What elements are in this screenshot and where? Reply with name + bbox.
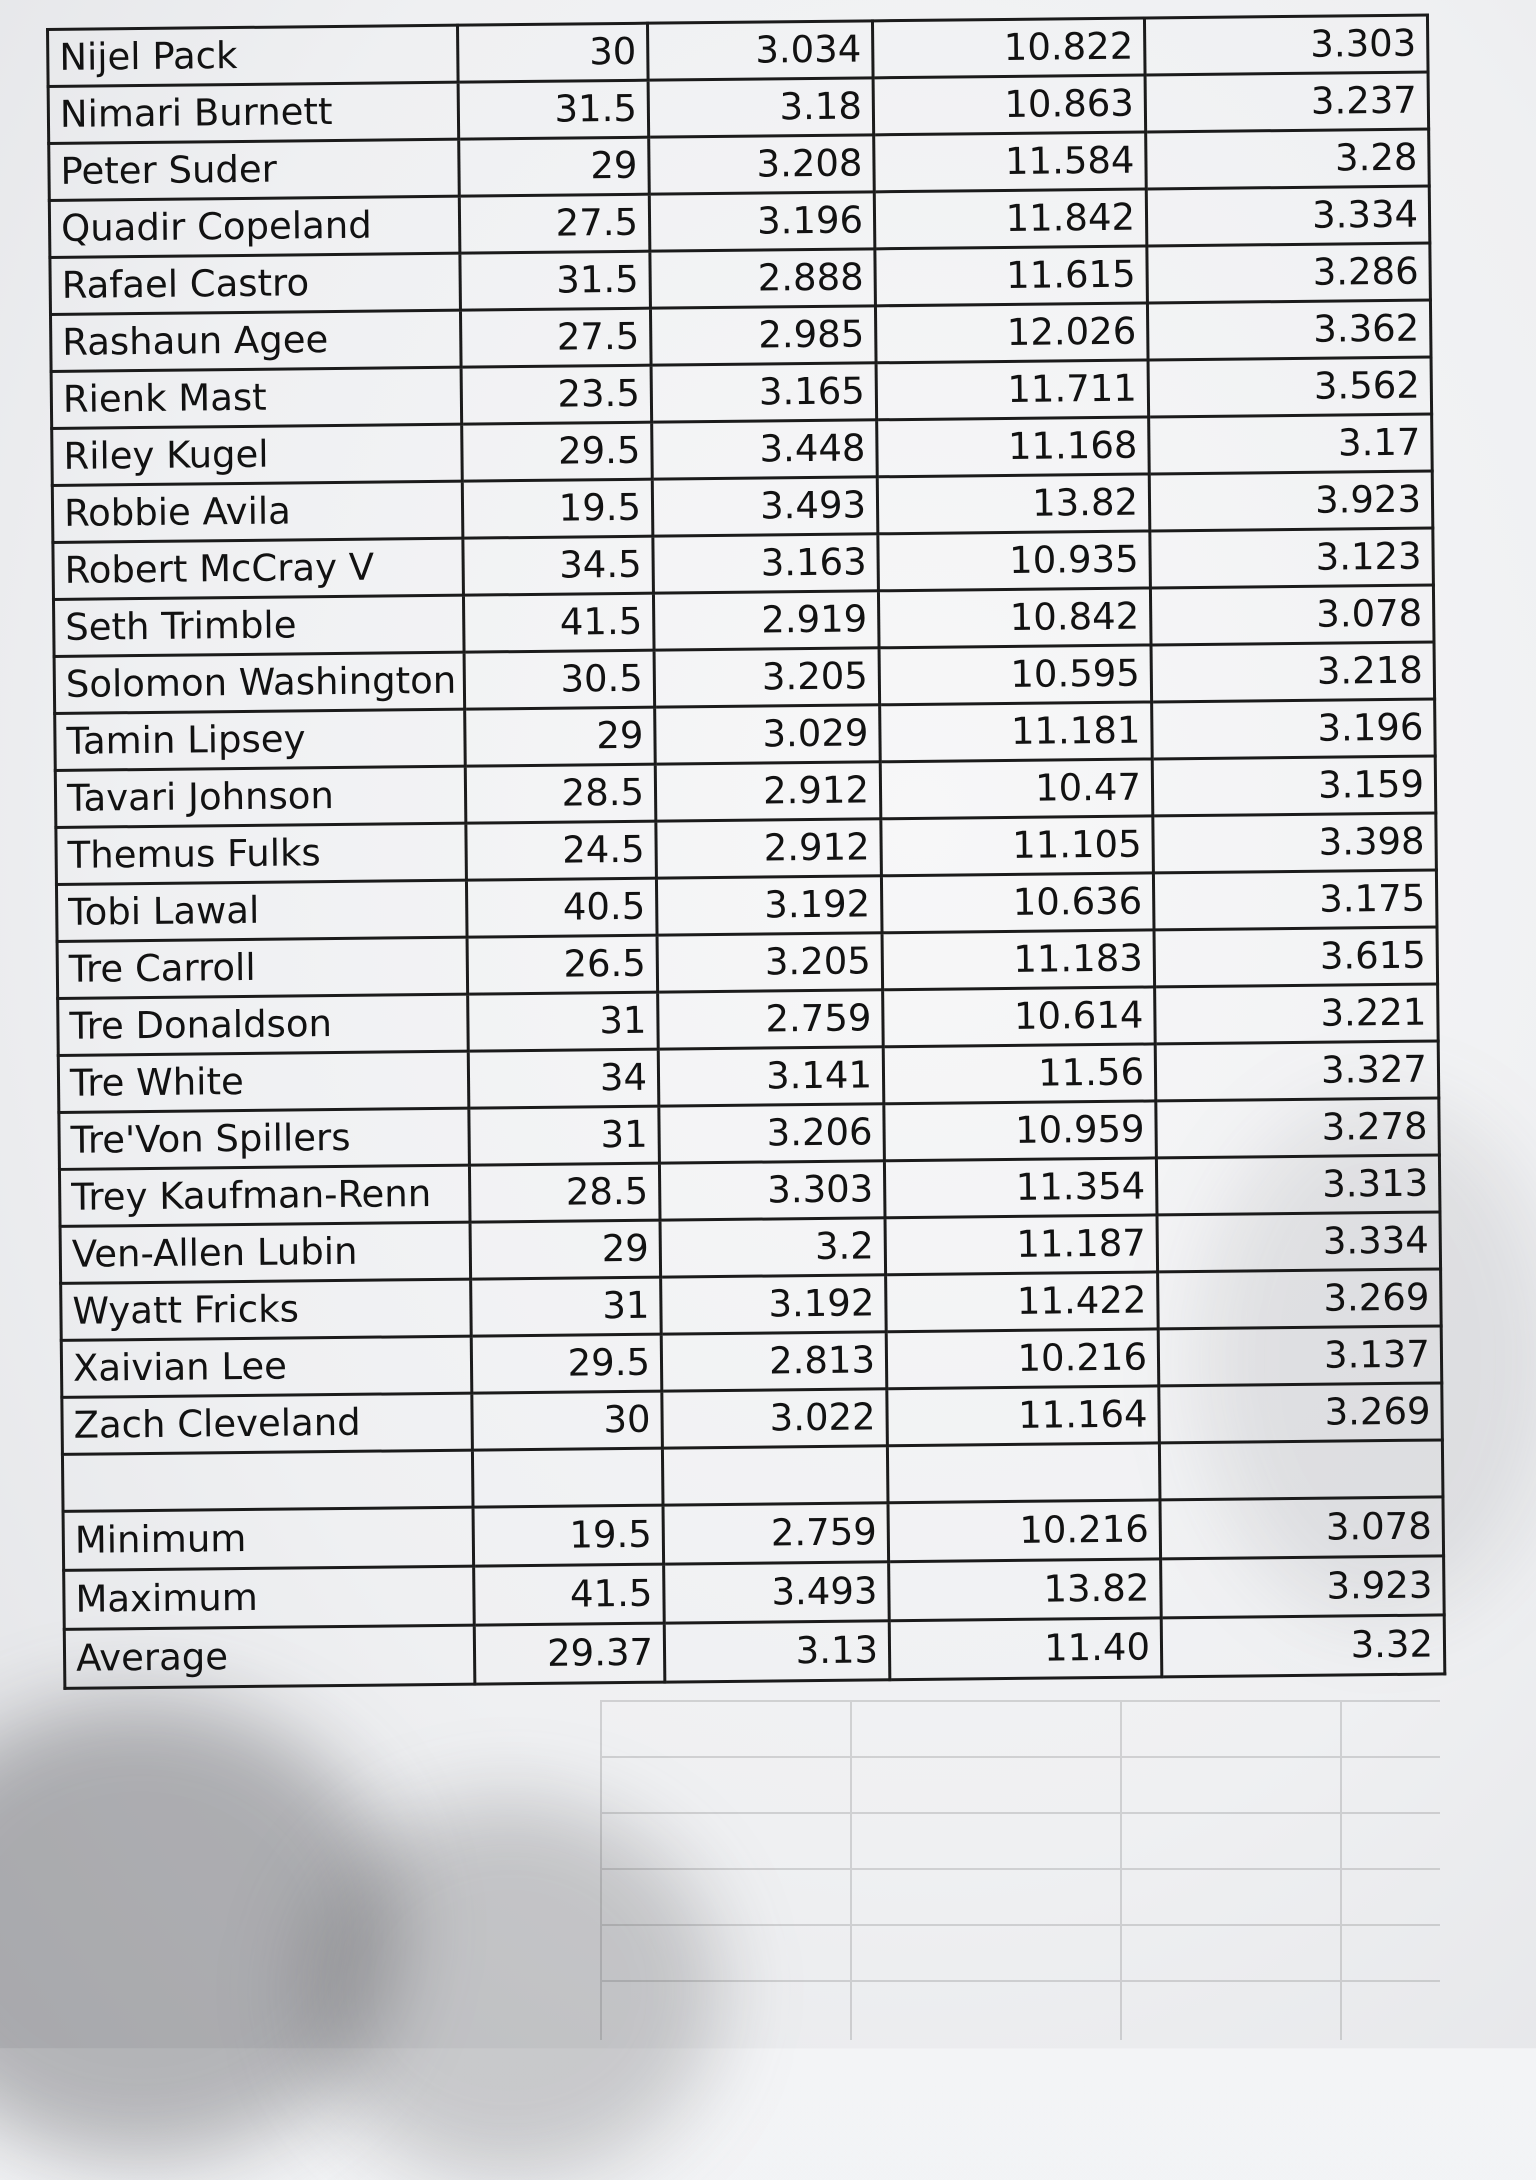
summary-rows <box>63 1497 1445 1688</box>
row-label: Tre Carroll <box>57 937 468 998</box>
cell-v1: 34 <box>468 1049 659 1108</box>
cell-v4: 3.562 <box>1148 357 1432 417</box>
row-label: Tobi Lawal <box>56 880 467 941</box>
row-label: Average <box>64 1625 475 1688</box>
cell-v3: 13.82 <box>889 1559 1162 1621</box>
cell-v1: 29 <box>465 707 656 766</box>
row-label: Nijel Pack <box>48 25 459 86</box>
cell-v3: 11.164 <box>887 1386 1160 1446</box>
cell-v2: 3.192 <box>661 1275 887 1334</box>
cell-v3: 10.935 <box>878 531 1151 591</box>
cell-v4: 3.175 <box>1153 870 1437 930</box>
cell-v1: 31.5 <box>460 251 651 310</box>
row-label: Tamin Lipsey <box>55 709 466 770</box>
cell-v3: 11.711 <box>876 360 1149 420</box>
cell-v2: 2.888 <box>650 249 876 308</box>
row-label: Peter Suder <box>49 139 460 200</box>
cell-v4: 3.269 <box>1159 1383 1443 1443</box>
cell-v1: 29.5 <box>471 1334 662 1393</box>
cell-v1: 19.5 <box>462 479 653 538</box>
row-label: Tavari Johnson <box>55 766 466 827</box>
cell-v2: 3.18 <box>648 78 874 137</box>
cell-v3: 11.422 <box>886 1272 1159 1332</box>
cell-v1: 27.5 <box>459 194 650 253</box>
cell-v3: 10.959 <box>884 1101 1157 1161</box>
row-label: Trey Kaufman-Renn <box>59 1165 470 1226</box>
cell-v4: 3.237 <box>1145 72 1429 132</box>
cell-v4: 3.137 <box>1158 1326 1442 1386</box>
row-label: Quadir Copeland <box>49 196 460 257</box>
stats-table <box>46 14 1446 1690</box>
cell-v1: 41.5 <box>474 1564 665 1625</box>
row-label: Maximum <box>64 1566 475 1629</box>
cell-v3: 13.82 <box>877 474 1150 534</box>
cell-v3: 11.354 <box>884 1158 1157 1218</box>
player-rows <box>48 15 1443 1454</box>
cell-v3: 11.842 <box>874 189 1147 249</box>
cell-v1: 40.5 <box>466 878 657 937</box>
cell-v4: 3.923 <box>1161 1556 1445 1618</box>
cell-v1: 31 <box>468 992 659 1051</box>
cell-v4: 3.123 <box>1150 528 1434 588</box>
cell-v4: 3.28 <box>1146 129 1430 189</box>
cell-v3: 10.216 <box>888 1500 1161 1562</box>
cell-v1: 28.5 <box>469 1163 660 1222</box>
cell-v2: 3.303 <box>659 1161 885 1220</box>
cell-v1: 30.5 <box>464 650 655 709</box>
cell-v4: 3.286 <box>1147 243 1431 303</box>
cell-v1: 31.5 <box>458 80 649 139</box>
cell-v3: 10.595 <box>879 645 1152 705</box>
cell-v2: 3.206 <box>659 1104 885 1163</box>
row-label: Seth Trimble <box>53 595 464 656</box>
cell-v3: 11.183 <box>882 930 1155 990</box>
cell-v2: 3.192 <box>656 876 882 935</box>
cell-v2: 3.141 <box>658 1047 884 1106</box>
cell-v4: 3.278 <box>1156 1098 1440 1158</box>
cell-v2: 2.912 <box>655 762 881 821</box>
cell-v3: 11.584 <box>874 132 1147 192</box>
cell-v3: 11.40 <box>889 1618 1162 1680</box>
row-label: Minimum <box>63 1507 474 1570</box>
row-label: Solomon Washington <box>54 652 465 713</box>
cell-v1: 29.37 <box>474 1623 665 1684</box>
cell-v4: 3.923 <box>1149 471 1433 531</box>
row-label: Robbie Avila <box>52 481 463 542</box>
cell-v4: 3.159 <box>1152 756 1436 816</box>
cell-v1: 29 <box>470 1220 661 1279</box>
cell-v2: 2.912 <box>656 819 882 878</box>
cell-v4: 3.221 <box>1155 984 1439 1044</box>
cell-v1: 26.5 <box>467 935 658 994</box>
cell-v2: 3.163 <box>653 534 879 593</box>
stats-table-wrapper <box>46 14 1443 1690</box>
row-label: Themus Fulks <box>56 823 467 884</box>
cell-v4: 3.17 <box>1149 414 1433 474</box>
row-label: Nimari Burnett <box>48 82 459 143</box>
cell-v2: 3.493 <box>652 477 878 536</box>
cell-v4: 3.196 <box>1152 699 1436 759</box>
row-label: Ven-Allen Lubin <box>60 1222 471 1283</box>
row-label: Xaivian Lee <box>61 1336 472 1397</box>
row-label: Robert McCray V <box>53 538 464 599</box>
row-label: Riley Kugel <box>52 424 463 485</box>
cell-v4: 3.078 <box>1150 585 1434 645</box>
cell-v4: 3.334 <box>1157 1212 1441 1272</box>
cell-v1: 34.5 <box>463 536 654 595</box>
cell-v3: 11.56 <box>883 1044 1156 1104</box>
row-label: Tre Donaldson <box>58 994 469 1055</box>
row-label: Tre White <box>58 1051 469 1112</box>
cell-v3: 10.47 <box>880 759 1153 819</box>
cell-v1: 31 <box>469 1106 660 1165</box>
cell-v3: 10.842 <box>878 588 1151 648</box>
cell-v2: 3.2 <box>660 1218 886 1277</box>
cell-v1: 31 <box>471 1277 662 1336</box>
cell-v2: 3.022 <box>662 1389 888 1448</box>
cell-v2: 3.165 <box>651 363 877 422</box>
cell-v4: 3.615 <box>1154 927 1438 987</box>
cell-v1: 24.5 <box>466 821 657 880</box>
cell-v2: 2.759 <box>658 990 884 1049</box>
row-label: Rafael Castro <box>50 253 461 314</box>
cell-v2: 3.205 <box>654 648 880 707</box>
cell-v1: 29 <box>459 137 650 196</box>
cell-v1: 30 <box>457 23 648 82</box>
row-label: Wyatt Fricks <box>61 1279 472 1340</box>
cell-v2: 3.029 <box>655 705 881 764</box>
cell-v4: 3.334 <box>1146 186 1430 246</box>
cell-v4: 3.327 <box>1155 1041 1439 1101</box>
cell-v1: 19.5 <box>473 1505 664 1566</box>
cell-v4: 3.078 <box>1160 1497 1444 1559</box>
cell-v1: 29.5 <box>462 422 653 481</box>
cell-v3: 10.822 <box>872 18 1145 78</box>
cell-v2: 3.205 <box>657 933 883 992</box>
cell-v4: 3.303 <box>1144 15 1428 75</box>
cell-v3: 10.614 <box>883 987 1156 1047</box>
cell-v2: 3.034 <box>647 21 873 80</box>
cell-v3: 12.026 <box>875 303 1148 363</box>
cell-v4: 3.313 <box>1156 1155 1440 1215</box>
cell-v4: 3.32 <box>1161 1615 1445 1677</box>
cell-v4: 3.218 <box>1151 642 1435 702</box>
cell-v3: 10.636 <box>881 873 1154 933</box>
cell-v4: 3.398 <box>1153 813 1437 873</box>
cell-v1: 41.5 <box>463 593 654 652</box>
row-label: Rienk Mast <box>51 367 462 428</box>
cell-v3: 11.168 <box>877 417 1150 477</box>
cell-v3: 11.181 <box>880 702 1153 762</box>
cell-v2: 3.13 <box>664 1621 890 1682</box>
cell-v1: 30 <box>472 1391 663 1450</box>
cell-v3: 10.863 <box>873 75 1146 135</box>
cell-v2: 2.985 <box>650 306 876 365</box>
cell-v3: 11.615 <box>875 246 1148 306</box>
cell-v2: 3.196 <box>649 192 875 251</box>
row-label: Zach Cleveland <box>62 1393 473 1454</box>
cell-v4: 3.269 <box>1158 1269 1442 1329</box>
cell-v1: 23.5 <box>461 365 652 424</box>
cell-v3: 10.216 <box>886 1329 1159 1389</box>
cell-v2: 2.919 <box>653 591 879 650</box>
row-label: Rashaun Agee <box>51 310 462 371</box>
cell-v3: 11.105 <box>881 816 1154 876</box>
cell-v1: 27.5 <box>460 308 651 367</box>
cell-v3: 11.187 <box>885 1215 1158 1275</box>
cell-v2: 3.493 <box>664 1562 890 1623</box>
row-label: Tre'Von Spillers <box>59 1108 470 1169</box>
cell-v1: 28.5 <box>465 764 656 823</box>
cell-v2: 2.813 <box>661 1332 887 1391</box>
cell-v2: 3.208 <box>649 135 875 194</box>
cell-v4: 3.362 <box>1147 300 1431 360</box>
cell-v2: 3.448 <box>652 420 878 479</box>
cell-v2: 2.759 <box>663 1503 889 1564</box>
bleed-through-table <box>600 1700 1440 2040</box>
